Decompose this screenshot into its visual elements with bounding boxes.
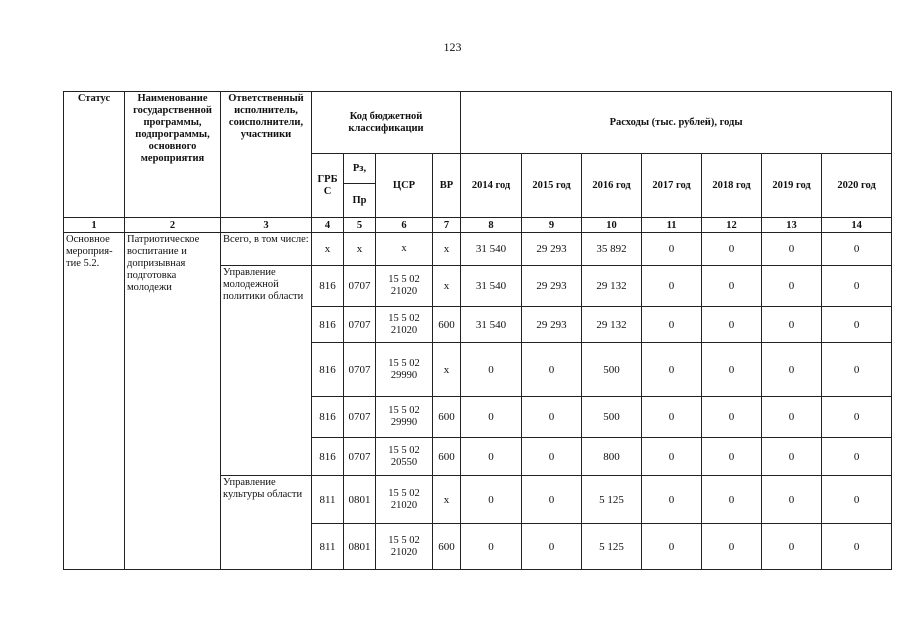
header-year-2019: 2019 год xyxy=(762,154,822,218)
value-cell: 0 xyxy=(822,233,892,266)
column-number: 7 xyxy=(433,218,461,233)
rz-pr-cell: 0707 xyxy=(344,343,376,397)
value-cell: 0 xyxy=(522,476,582,524)
value-cell: 0 xyxy=(642,397,702,438)
header-vr: ВР xyxy=(433,154,461,218)
column-number: 3 xyxy=(221,218,312,233)
header-expenses: Расходы (тыс. рублей), годы xyxy=(461,92,892,154)
value-cell: 500 xyxy=(582,397,642,438)
value-cell: 0 xyxy=(762,524,822,570)
value-cell: 0 xyxy=(522,343,582,397)
value-cell: 35 892 xyxy=(582,233,642,266)
rz-pr-cell: 0707 xyxy=(344,397,376,438)
value-cell: 5 125 xyxy=(582,476,642,524)
csr-cell: 15 5 02 20550 xyxy=(376,438,433,476)
value-cell: 0 xyxy=(822,343,892,397)
responsible-cell: Управление молодежной политики области xyxy=(221,266,312,476)
page-number: 123 xyxy=(443,40,462,54)
value-cell: 0 xyxy=(762,476,822,524)
csr-cell: х xyxy=(376,233,433,266)
vr-cell: 600 xyxy=(433,307,461,343)
header-budget-code: Код бюджетной классификации xyxy=(312,92,461,154)
responsible-cell: Управление культуры области xyxy=(221,476,312,570)
column-number: 1 xyxy=(64,218,125,233)
value-cell: 500 xyxy=(582,343,642,397)
header-year-2018: 2018 год xyxy=(702,154,762,218)
column-number: 8 xyxy=(461,218,522,233)
grbs-cell: 811 xyxy=(312,524,344,570)
vr-cell: 600 xyxy=(433,438,461,476)
grbs-cell: 816 xyxy=(312,343,344,397)
column-number: 14 xyxy=(822,218,892,233)
value-cell: 0 xyxy=(822,397,892,438)
header-year-2017: 2017 год xyxy=(642,154,702,218)
grbs-cell: х xyxy=(312,233,344,266)
value-cell: 800 xyxy=(582,438,642,476)
value-cell: 0 xyxy=(762,438,822,476)
value-cell: 0 xyxy=(762,397,822,438)
value-cell: 0 xyxy=(642,307,702,343)
column-number: 2 xyxy=(125,218,221,233)
value-cell: 29 293 xyxy=(522,266,582,307)
csr-cell: 15 5 02 29990 xyxy=(376,343,433,397)
budget-table xyxy=(63,91,892,570)
value-cell: 0 xyxy=(822,266,892,307)
header-responsible: Ответственный исполнитель, соисполнители, участники xyxy=(221,92,312,218)
value-cell: 0 xyxy=(522,438,582,476)
value-cell: 0 xyxy=(762,233,822,266)
value-cell: 0 xyxy=(702,524,762,570)
grbs-cell: 816 xyxy=(312,266,344,307)
value-cell: 29 132 xyxy=(582,307,642,343)
header-year-2015: 2015 год xyxy=(522,154,582,218)
value-cell: 0 xyxy=(461,476,522,524)
value-cell: 0 xyxy=(461,524,522,570)
csr-cell: 15 5 02 29990 xyxy=(376,397,433,438)
column-number: 6 xyxy=(376,218,433,233)
value-cell: 0 xyxy=(762,343,822,397)
vr-cell: 600 xyxy=(433,397,461,438)
value-cell: 0 xyxy=(642,438,702,476)
grbs-cell: 816 xyxy=(312,438,344,476)
header-year-2014: 2014 год xyxy=(461,154,522,218)
rz-pr-cell: 0801 xyxy=(344,476,376,524)
rz-pr-cell: 0707 xyxy=(344,307,376,343)
header-status: Статус xyxy=(64,92,125,218)
rz-pr-cell: 0801 xyxy=(344,524,376,570)
header-year-2020: 2020 год xyxy=(822,154,892,218)
value-cell: 0 xyxy=(642,476,702,524)
value-cell: 0 xyxy=(461,343,522,397)
column-number: 9 xyxy=(522,218,582,233)
responsible-cell: Всего, в том числе: xyxy=(221,233,312,266)
value-cell: 29 132 xyxy=(582,266,642,307)
vr-cell: х xyxy=(433,233,461,266)
value-cell: 0 xyxy=(822,524,892,570)
header-grbs: ГРБ С xyxy=(312,154,344,218)
value-cell: 0 xyxy=(822,307,892,343)
csr-cell: 15 5 02 21020 xyxy=(376,524,433,570)
value-cell: 0 xyxy=(702,438,762,476)
column-number: 11 xyxy=(642,218,702,233)
grbs-cell: 811 xyxy=(312,476,344,524)
column-number: 10 xyxy=(582,218,642,233)
vr-cell: 600 xyxy=(433,524,461,570)
value-cell: 0 xyxy=(702,476,762,524)
header-csr: ЦСР xyxy=(376,154,433,218)
grbs-cell: 816 xyxy=(312,397,344,438)
rz-pr-cell: х xyxy=(344,233,376,266)
rz-pr-cell: 0707 xyxy=(344,266,376,307)
header-year-2016: 2016 год xyxy=(582,154,642,218)
vr-cell: х xyxy=(433,343,461,397)
value-cell: 5 125 xyxy=(582,524,642,570)
value-cell: 0 xyxy=(702,343,762,397)
value-cell: 31 540 xyxy=(461,307,522,343)
value-cell: 0 xyxy=(762,266,822,307)
value-cell: 0 xyxy=(461,397,522,438)
value-cell: 0 xyxy=(522,397,582,438)
value-cell: 0 xyxy=(522,524,582,570)
value-cell: 0 xyxy=(702,307,762,343)
status-cell: Основное мероприя-тие 5.2. xyxy=(64,233,125,570)
value-cell: 0 xyxy=(642,524,702,570)
value-cell: 0 xyxy=(822,438,892,476)
value-cell: 31 540 xyxy=(461,266,522,307)
value-cell: 0 xyxy=(642,343,702,397)
value-cell: 29 293 xyxy=(522,233,582,266)
column-number: 4 xyxy=(312,218,344,233)
column-number: 12 xyxy=(702,218,762,233)
value-cell: 0 xyxy=(461,438,522,476)
vr-cell: х xyxy=(433,266,461,307)
value-cell: 29 293 xyxy=(522,307,582,343)
grbs-cell: 816 xyxy=(312,307,344,343)
value-cell: 0 xyxy=(642,233,702,266)
vr-cell: х xyxy=(433,476,461,524)
header-program-name: Наименование государственной программы, подпрограммы, основного мероприятия xyxy=(125,92,221,218)
csr-cell: 15 5 02 21020 xyxy=(376,476,433,524)
value-cell: 0 xyxy=(702,266,762,307)
column-number: 5 xyxy=(344,218,376,233)
program-name-cell: Патриотическое воспитание и допризывная подготовка молодежи xyxy=(125,233,221,570)
value-cell: 0 xyxy=(822,476,892,524)
value-cell: 0 xyxy=(762,307,822,343)
value-cell: 0 xyxy=(702,233,762,266)
value-cell: 0 xyxy=(702,397,762,438)
csr-cell: 15 5 02 21020 xyxy=(376,307,433,343)
table-row xyxy=(64,233,892,266)
header-rz: Рз, xyxy=(344,154,376,184)
value-cell: 31 540 xyxy=(461,233,522,266)
rz-pr-cell: 0707 xyxy=(344,438,376,476)
column-number-row xyxy=(64,218,892,233)
header-pr: Пр xyxy=(344,184,376,218)
column-number: 13 xyxy=(762,218,822,233)
value-cell: 0 xyxy=(642,266,702,307)
csr-cell: 15 5 02 21020 xyxy=(376,266,433,307)
